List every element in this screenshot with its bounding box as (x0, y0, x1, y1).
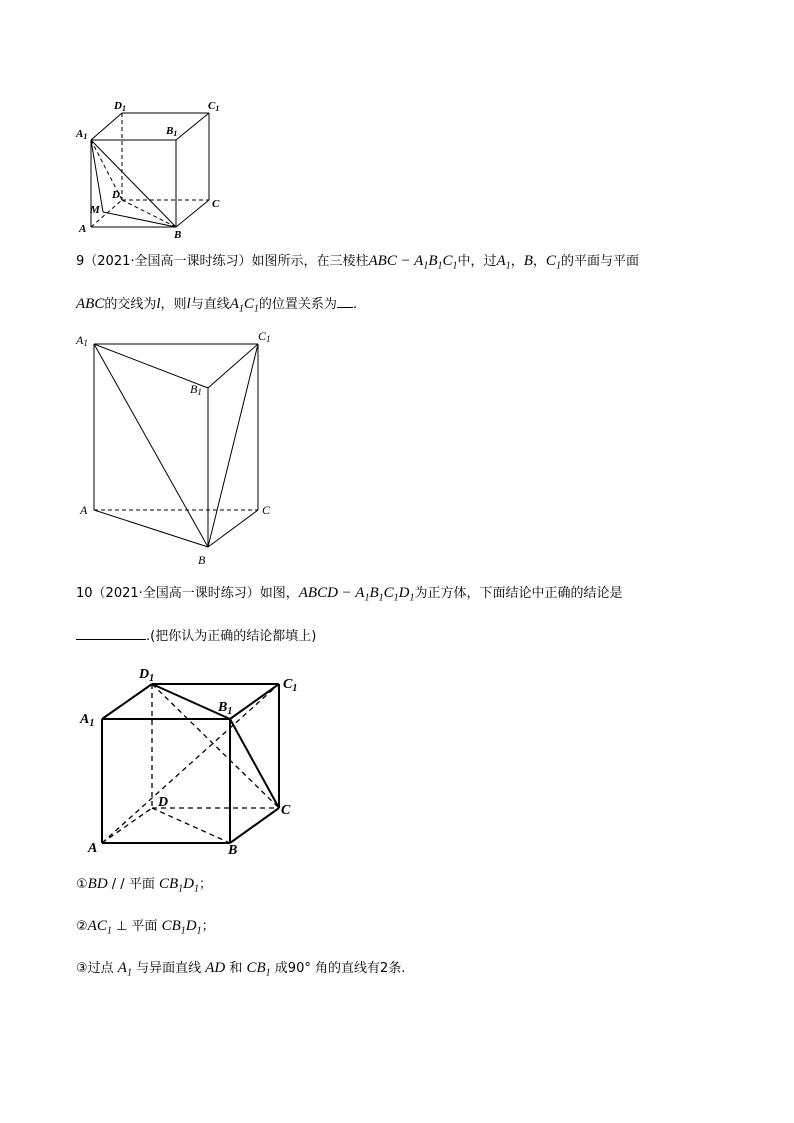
answer-blank (76, 626, 146, 640)
question-source: （2021·全国高一课时练习）如图所示，在三棱柱 (84, 254, 369, 269)
label-a1: $A_1$ (80, 712, 95, 729)
label-c1: C1 (208, 100, 220, 113)
cube-figure (76, 660, 316, 860)
label-b1: B1 (190, 382, 202, 397)
label-a: A (79, 223, 87, 235)
label-d1: D1 (114, 100, 126, 113)
label-b: B (174, 229, 182, 241)
label-a1: A1 (76, 128, 88, 141)
label-b: B (198, 553, 206, 567)
label-c: C (212, 198, 220, 210)
label-a: A (88, 841, 98, 856)
label-d: D (158, 795, 169, 810)
question-9-line-2: ABC的交线为l，则l与直线$A_1C_1$的位置关系为 . (76, 296, 358, 315)
question-10-line-2: .(把你认为正确的结论都填上) (76, 626, 316, 646)
label-m: M (90, 204, 100, 216)
question-number: 9 (76, 254, 85, 269)
prism-figure (70, 325, 290, 575)
label-c1: $C_1$ (283, 677, 298, 694)
label-c: C (281, 803, 291, 818)
statement-2: $②AC_1$ ⊥ 平面 $CB_1D_1$； (76, 918, 215, 937)
label-a: A (80, 503, 88, 517)
cube-figure-m (70, 95, 240, 245)
question-number: 10 (76, 586, 93, 601)
label-c1: C1 (258, 329, 271, 344)
label-d1: $D_1$ (139, 667, 155, 684)
question-source: （2021·全国高一课时练习）如图， (92, 586, 299, 601)
label-b1: B1 (166, 125, 178, 138)
label-a1: A1 (76, 333, 88, 348)
answer-blank (337, 294, 353, 308)
question-9-line-1: 9（2021·全国高一课时练习）如图所示，在三棱柱ABC − $A_1B_1C_1$中，过$A_1$，B，$C_1$的平面与平面 (76, 253, 639, 272)
label-d: D (112, 189, 120, 201)
label-b: B (228, 843, 238, 858)
statement-1: ①BD / / 平面 $CB_1D_1$； (76, 876, 212, 895)
question-10-line-1: 10（2021·全国高一课时练习）如图，ABCD − $A_1B_1C_1D_1$为正方体，下面结论中正确的结论是 (76, 585, 623, 604)
statement-3: ③过点 $A_1$ 与异面直线 AD 和 $CB_1$ 成90° 角的直线有2条. (76, 960, 406, 979)
label-b1: $B_1$ (218, 700, 233, 717)
label-c: C (262, 503, 271, 517)
